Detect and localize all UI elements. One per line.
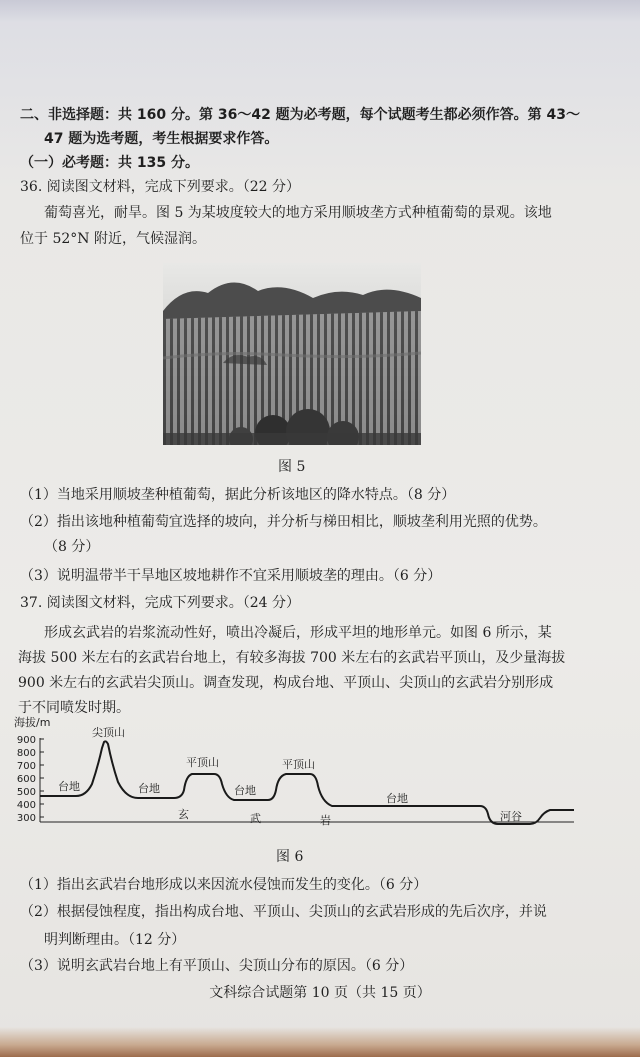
- label-plateau-4: 台地: [386, 792, 408, 805]
- figure6-caption: 图 6: [276, 849, 304, 865]
- figure5-caption: 图 5: [278, 459, 306, 475]
- label-mesa-2: 平顶山: [282, 758, 315, 771]
- label-valley: 河谷: [500, 810, 522, 823]
- y-tick-400: 400: [16, 800, 36, 811]
- q37-sub1: （1）指出玄武岩台地形成以来因流水侵蚀而发生的变化。（6 分）: [20, 877, 428, 893]
- q36-sub1: （1）当地采用顺坡垄种植葡萄，据此分析该地区的降水特点。（8 分）: [20, 487, 456, 503]
- label-basalt-1: 玄: [178, 808, 189, 821]
- label-mesa-1: 平顶山: [186, 756, 219, 769]
- y-tick-600: 600: [16, 774, 36, 785]
- q37-text-line2: 海拔 500 米左右的玄武岩台地上，有较多海拔 700 米左右的玄武岩平顶山，及少量海拔: [18, 650, 566, 666]
- y-tick-800: 800: [16, 748, 36, 759]
- terrain-profile-line: [40, 741, 574, 824]
- vineyard-photo: [163, 263, 421, 445]
- page-bottom-shadow: [0, 1027, 640, 1057]
- q36-header: 36. 阅读图文材料，完成下列要求。（22 分）: [20, 179, 300, 195]
- figure6-terrain-profile: [14, 714, 584, 844]
- y-tick-700: 700: [16, 761, 36, 772]
- vineyard-photo-graphic: [163, 263, 421, 445]
- label-plateau-2: 台地: [138, 782, 160, 795]
- q37-text-line3: 900 米左右的玄武岩尖顶山。调查发现，构成台地、平顶山、尖顶山的玄武岩分别形成: [18, 675, 554, 691]
- q36-sub3: （3）说明温带半干旱地区坡地耕作不宜采用顺坡垄的理由。（6 分）: [20, 568, 442, 584]
- y-tick-900: 900: [16, 735, 36, 746]
- y-tick-500: 500: [16, 787, 36, 798]
- q36-text-line1: 葡萄喜光，耐旱。图 5 为某坡度较大的地方采用顺坡垄方式种植葡萄的景观。该地: [44, 205, 552, 221]
- q37-sub3: （3）说明玄武岩台地上有平顶山、尖顶山分布的原因。（6 分）: [20, 958, 414, 974]
- page-top-shadow: [0, 0, 640, 22]
- label-basalt-2: 武: [250, 812, 261, 825]
- q36-sub2-line2: （8 分）: [44, 539, 100, 555]
- q37-text-line1: 形成玄武岩的岩浆流动性好，喷出冷凝后，形成平坦的地形单元。如图 6 所示，某: [44, 625, 552, 641]
- q37-sub2-line2: 明判断理由。（12 分）: [44, 932, 186, 948]
- label-peak: 尖顶山: [92, 726, 125, 739]
- q36-sub2-line1: （2）指出该地种植葡萄宜选择的坡向，并分析与梯田相比，顺坡垄利用光照的优势。: [20, 514, 547, 530]
- q37-header: 37. 阅读图文材料，完成下列要求。（24 分）: [20, 595, 300, 611]
- section-heading-line1: 二、非选择题：共 160 分。第 36～42 题为必考题，每个试题考生都必须作答。第 43～: [20, 107, 581, 123]
- section-heading-line2: 47 题为选考题，考生根据要求作答。: [44, 131, 279, 147]
- q37-text-line4: 于不同喷发时期。: [18, 700, 130, 716]
- section-subheading: （一）必考题：共 135 分。: [20, 155, 199, 171]
- y-tick-300: 300: [16, 813, 36, 824]
- page-footer: 文科综合试题第 10 页（共 15 页）: [209, 985, 431, 1001]
- label-basalt-3: 岩: [320, 814, 331, 827]
- q37-sub2-line1: （2）根据侵蚀程度，指出构成台地、平顶山、尖顶山的玄武岩形成的先后次序，并说: [20, 904, 547, 920]
- y-axis-title: 海拔/m: [14, 716, 51, 729]
- label-plateau-1: 台地: [58, 780, 80, 793]
- label-plateau-3: 台地: [234, 784, 256, 797]
- q36-text-line2: 位于 52°N 附近，气候湿润。: [20, 231, 206, 247]
